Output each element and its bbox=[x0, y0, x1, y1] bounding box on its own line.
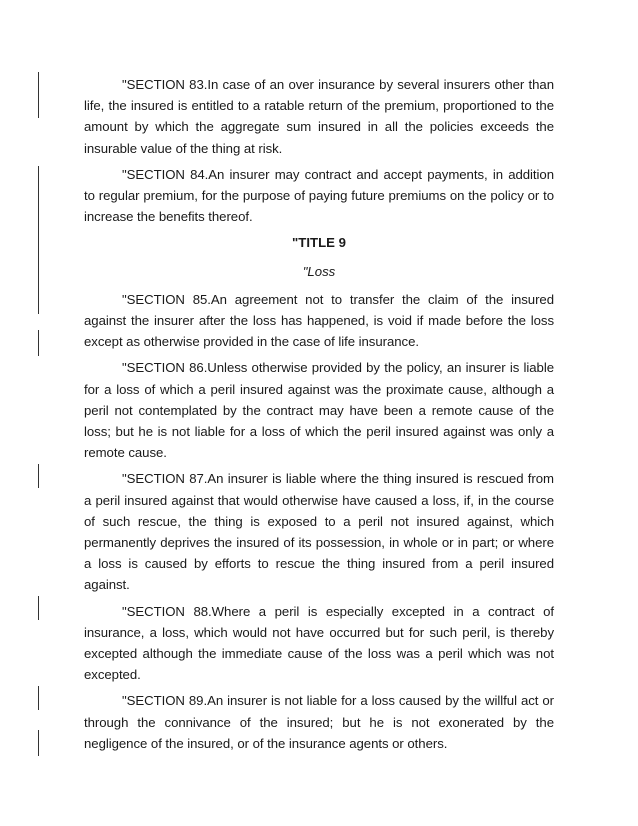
revision-bar bbox=[38, 166, 39, 314]
section-88: "SECTION 88.Where a peril is especially excepted in a contract of insurance, a loss, which would not have occurred but for such peril, is thereby excepted although the immediate cause of the loss was a peril which was not excepted. bbox=[84, 603, 554, 683]
revision-bar bbox=[38, 730, 39, 756]
section-83: "SECTION 83.In case of an over insurance by several insurers other than life, the insured is entitled to a ratable return of the premium, proportioned to the amount by which the aggregate sum insured in all the policies exceeds the insurable value of the thing at risk. bbox=[84, 77, 554, 156]
section-87: "SECTION 87.An insurer is liable where the thing insured is rescued from a peril insured against that would otherwise have caused a loss, if, in the course of such rescue, the thing is exposed to a peril not insured against, which permanently deprives the insured of its possession, in whole or in part; or where a loss is caused by efforts to rescue the thing insured from a peril insured against. bbox=[84, 471, 554, 593]
section-86: "SECTION 86.Unless otherwise provided by the policy, an insurer is liable for a loss of which a peril insured against was the proximate cause, although a peril not contemplated by the contract may have been a remote cause of the loss; but he is not liable for a loss of which the peril insured against was only a remote cause. bbox=[84, 360, 554, 461]
revision-bar bbox=[38, 686, 39, 710]
document-page bbox=[84, 74, 554, 759]
section-84: "SECTION 84.An insurer may contract and accept payments, in addition to regular premium, for the purpose of paying future premiums on the policy or to increase the benefits thereof. bbox=[84, 166, 554, 225]
title-heading: "TITLE 9 bbox=[292, 235, 346, 251]
revision-bar bbox=[38, 464, 39, 488]
revision-bar bbox=[38, 596, 39, 620]
revision-bar bbox=[38, 72, 39, 118]
revision-bar bbox=[38, 330, 39, 356]
section-85: "SECTION 85.An agreement not to transfer the claim of the insured against the insurer after the loss has happened, is void if made before the loss except as otherwise provided in the case of life insurance. bbox=[84, 291, 554, 350]
section-89: "SECTION 89.An insurer is not liable for a loss caused by the willful act or through the connivance of the insured; but he is not exonerated by the negligence of the insured, or of the insurance agents or others. bbox=[84, 693, 554, 751]
subtitle-heading: "Loss bbox=[302, 263, 336, 279]
